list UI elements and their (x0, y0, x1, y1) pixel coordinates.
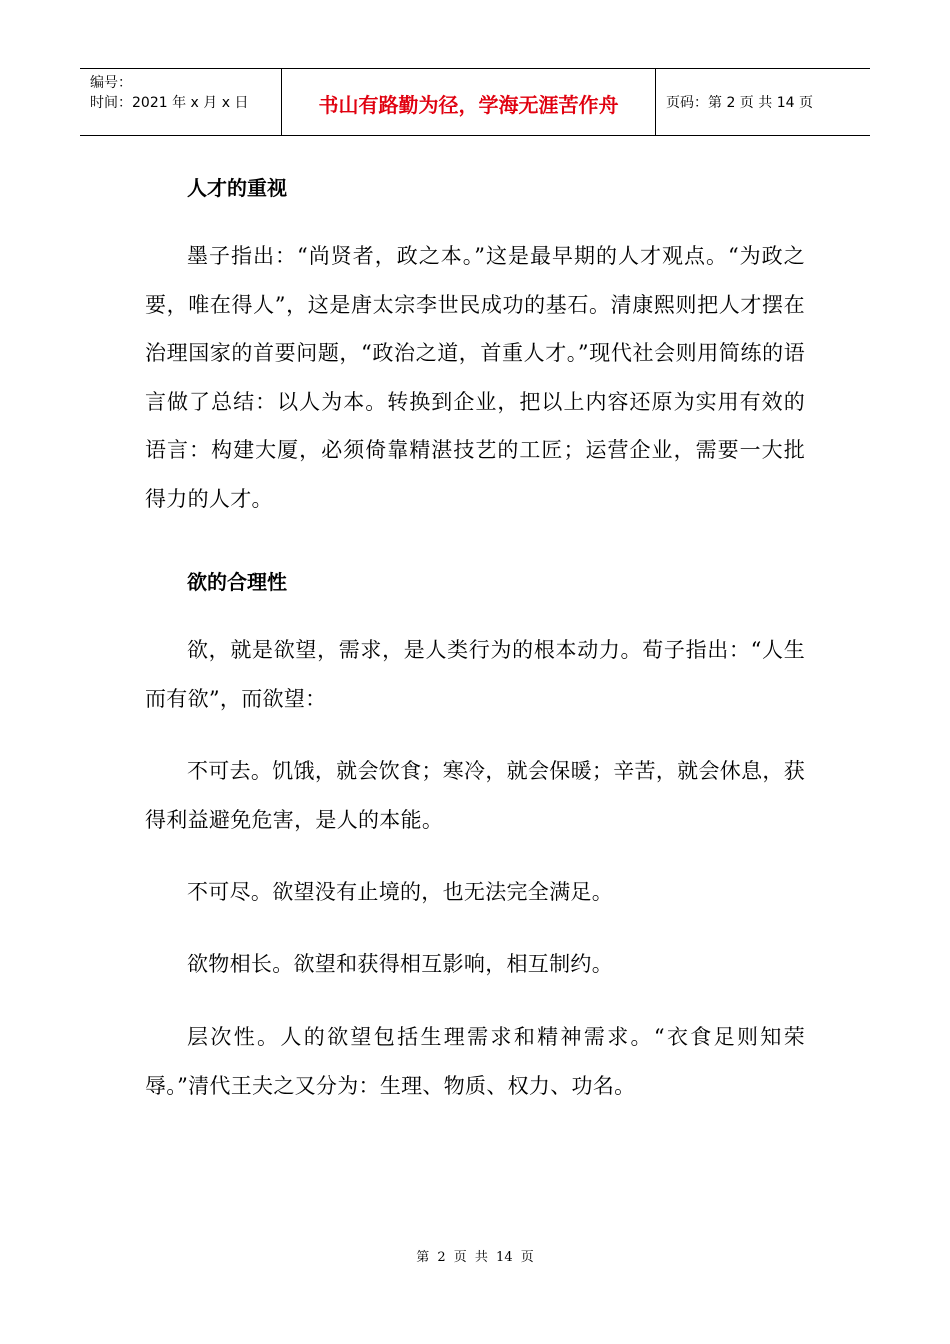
paragraph-mutual-growth: 欲物相长。欲望和获得相互影响，相互制约。 (187, 952, 613, 976)
page-footer: 第 2 页 共 14 页 (416, 1250, 534, 1265)
paragraph-not-removable: 不可去。饥饿，就会饮食；寒冷，就会保暖；辛苦，就会休息，获得利益避免危害，是人的本能。 (145, 759, 805, 832)
document-number-label: 编号： (90, 75, 132, 91)
paragraph-not-exhaustible: 不可尽。欲望没有止境的，也无法完全满足。 (187, 880, 613, 904)
paragraph-desire-intro: 欲，就是欲望，需求，是人类行为的根本动力。荀子指出：“人生而有欲”，而欲望： (145, 638, 805, 711)
paragraph-hierarchy: 层次性。人的欲望包括生理需求和精神需求。“衣食足则知荣辱。”清代王夫之又分为：生理、物质、权力、功名。 (145, 1025, 805, 1098)
header-meta (80, 69, 282, 135)
header-page-info: 页码：第 2 页 共 14 页 (666, 95, 813, 111)
section-heading-desire: 欲的合理性 (187, 570, 287, 594)
header-motto: 书山有路勤为径，学海无涯苦作舟 (282, 69, 656, 135)
paragraph-talent: 墨子指出：“尚贤者，政之本。”这是最早期的人才观点。“为政之要，唯在得人”，这是唐太宗李世民成功的基石。清康熙则把人才摆在治理国家的首要问题，“政治之道，首重人才。”现代社会则用简练的语言做了总结：以人为本。转换到企业，把以上内容还原为实用有效的语言：构建大厦，必须倚靠精湛技艺的工匠；运营企业，需要一大批得力的人才。 (145, 244, 805, 511)
page-header (80, 68, 870, 136)
document-date: 时间：2021 年 x 月 x 日 (90, 95, 249, 111)
section-heading-talent: 人才的重视 (187, 176, 287, 200)
